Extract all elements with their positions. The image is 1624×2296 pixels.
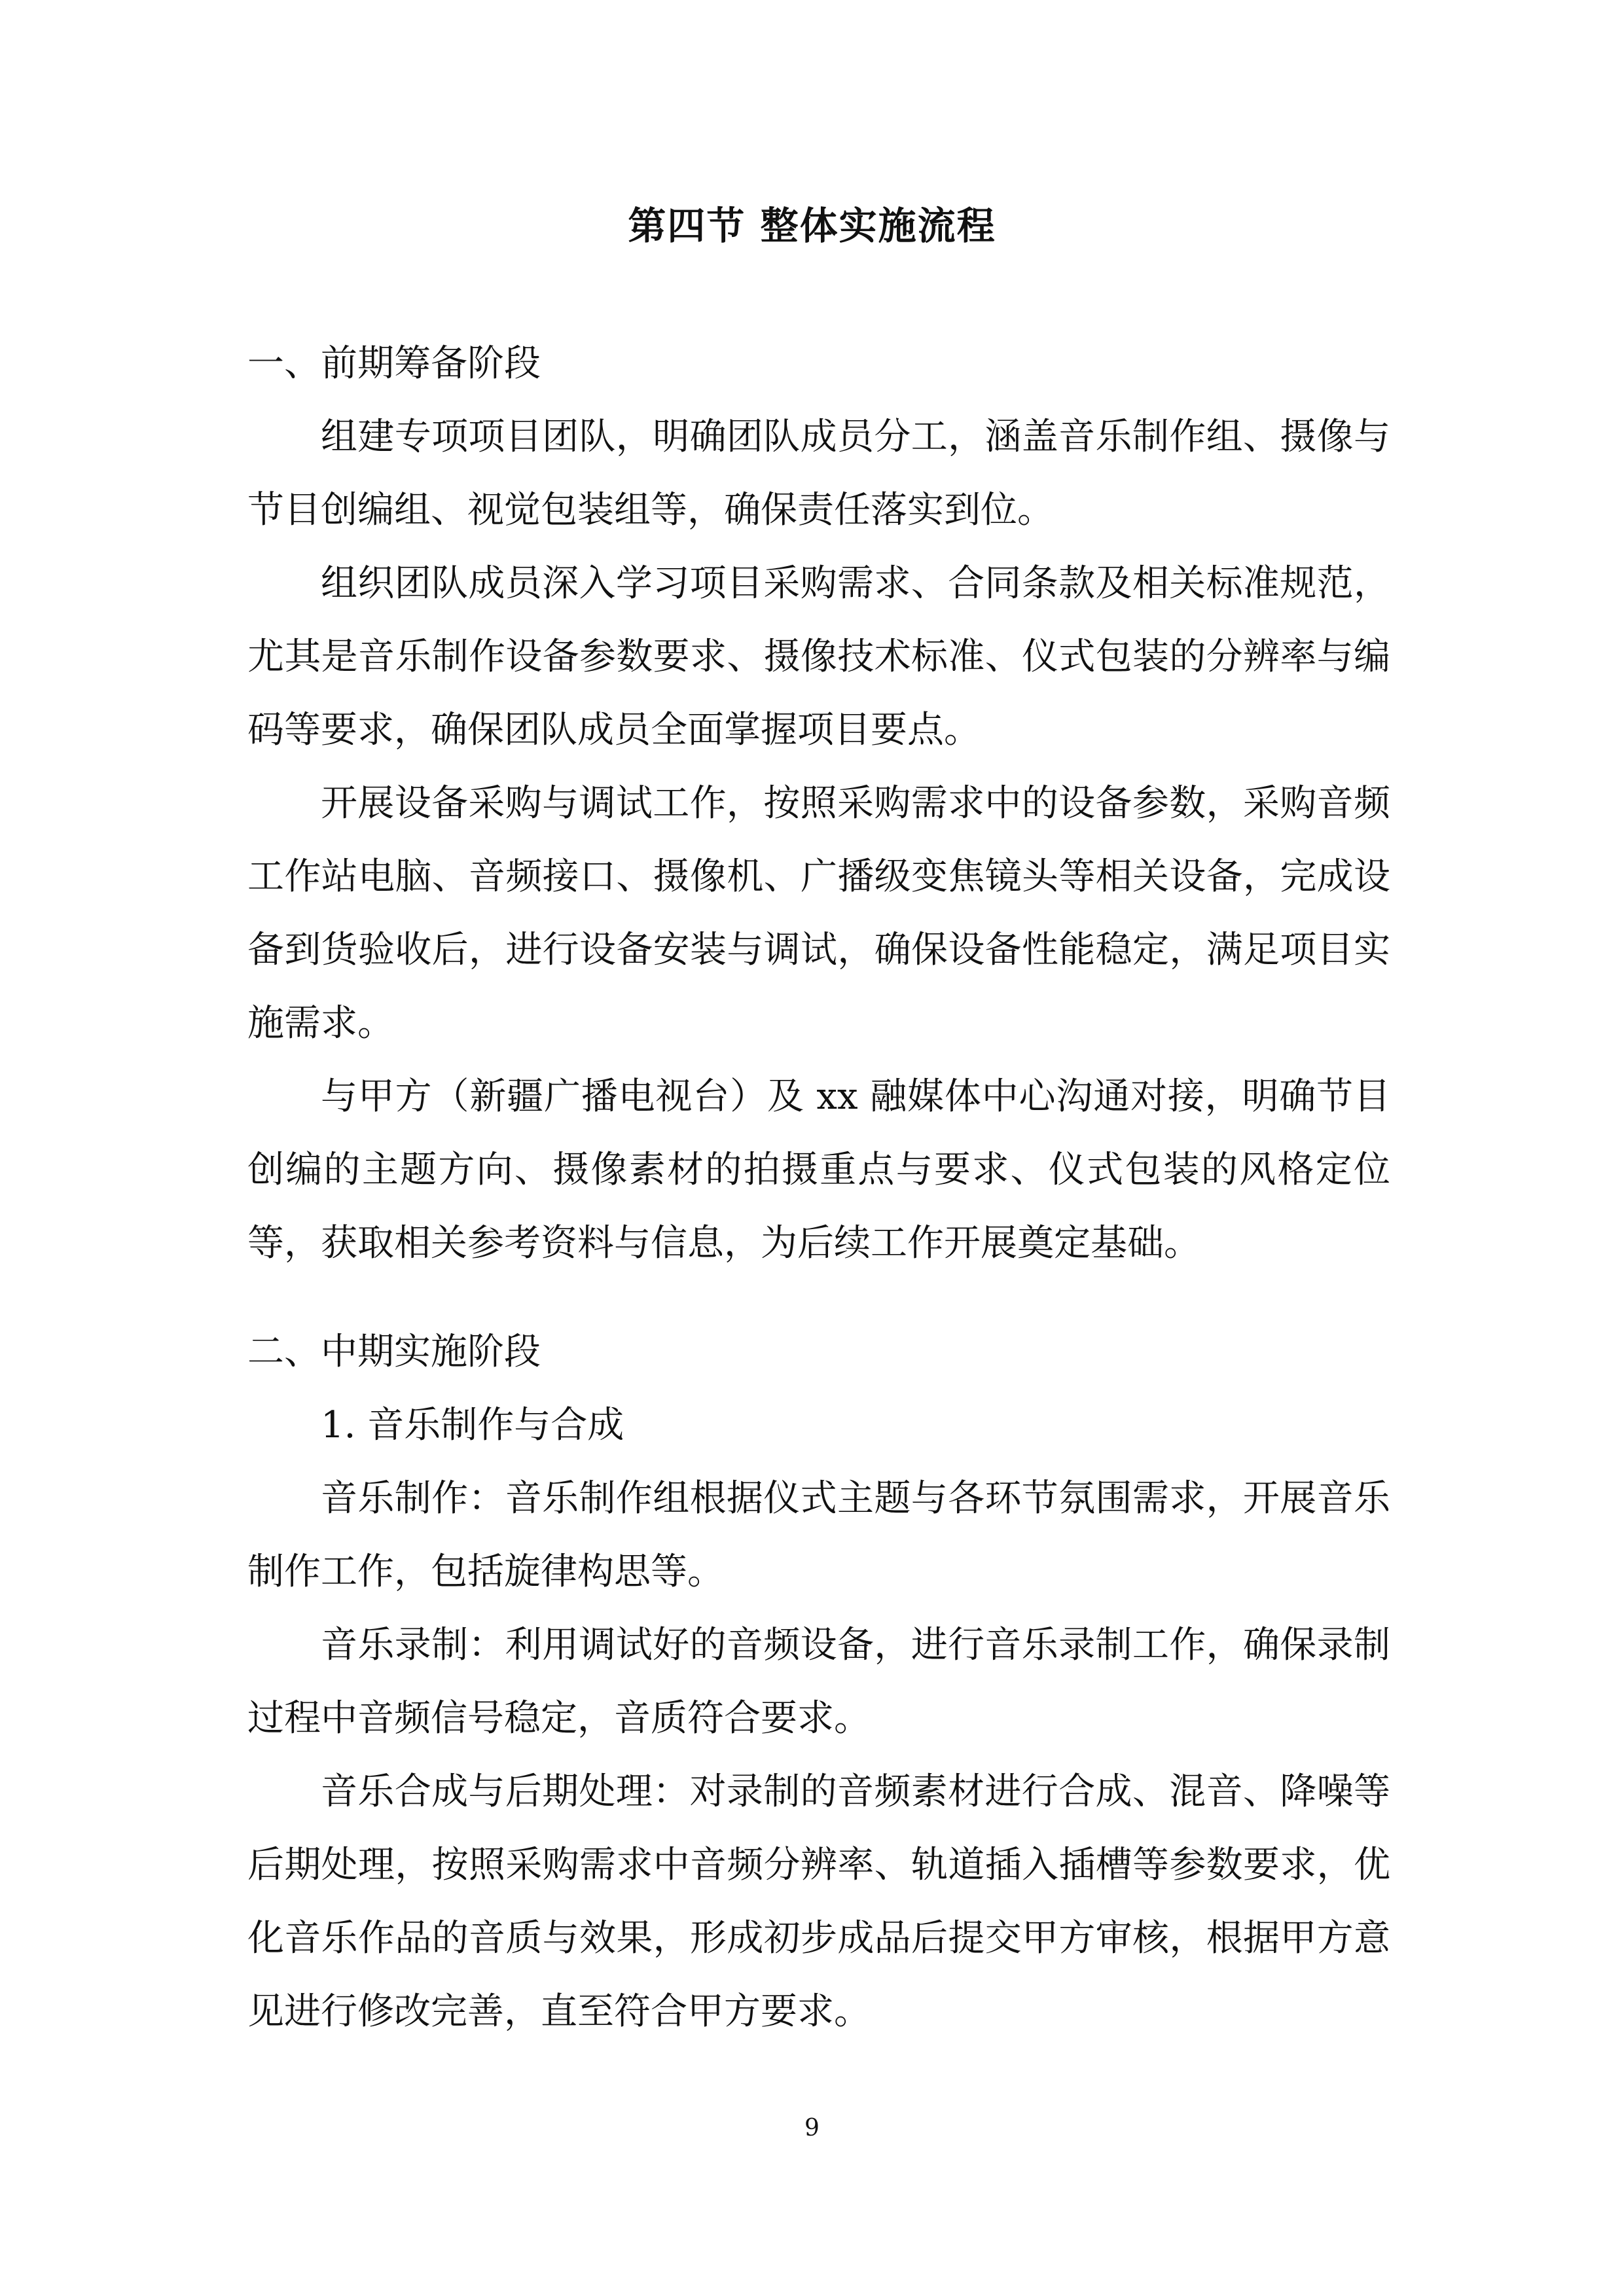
section-spacer <box>247 1280 1390 1316</box>
paragraph-equipment-procurement: 开展设备采购与调试工作，按照采购需求中的设备参数，采购音频工作站电脑、音频接口、摄像机、广播级变焦镜头等相关设备，完成设备到货验收后，进行设备安装与调试，确保设备性能稳定，满足项目实施需求。 <box>247 782 1390 1045</box>
paragraph-team-setup: 组建专项项目团队，明确团队成员分工，涵盖音乐制作组、摄像与节目创编组、视觉包装组等，确保责任落实到位。 <box>247 416 1390 531</box>
paragraph-music-recording: 音乐录制：利用调试好的音频设备，进行音乐录制工作，确保录制过程中音频信号稳定，音质符合要求。 <box>247 1624 1390 1740</box>
paragraph-music-postprocessing: 音乐合成与后期处理：对录制的音频素材进行合成、混音、降噪等后期处理，按照采购需求中音频分辨率、轨道插入插槽等参数要求，优化音乐作品的音质与效果，形成初步成品后提交甲方审核，根据甲方意见进行修改完善，直至符合甲方要求。 <box>247 1770 1390 2033</box>
page-number: 9 <box>804 2115 820 2142</box>
page-title: 第四节 整体实施流程 <box>628 204 996 248</box>
section-heading-implementation: 二、中期实施阶段 <box>247 1331 541 1373</box>
paragraph-music-creation: 音乐制作：音乐制作组根据仪式主题与各环节氛围需求，开展音乐制作工作，包括旋律构思等。 <box>247 1477 1390 1593</box>
subsection-music-production: 1. 音乐制作与合成 <box>321 1404 624 1446</box>
document-body <box>247 327 1390 2049</box>
paragraph-requirements-study: 组织团队成员深入学习项目采购需求、合同条款及相关标准规范，尤其是音乐制作设备参数要求、摄像技术标准、仪式包装的分辨率与编码等要求，确保团队成员全面掌握项目要点。 <box>247 562 1390 751</box>
section-heading-preparation: 一、前期筹备阶段 <box>247 342 541 385</box>
paragraph-client-communication: 与甲方（新疆广播电视台）及 xx 融媒体中心沟通对接，明确节目创编的主题方向、摄像素材的拍摄重点与要求、仪式包装的风格定位等，获取相关参考资料与信息，为后续工作开展奠定基础。 <box>247 1075 1390 1265</box>
